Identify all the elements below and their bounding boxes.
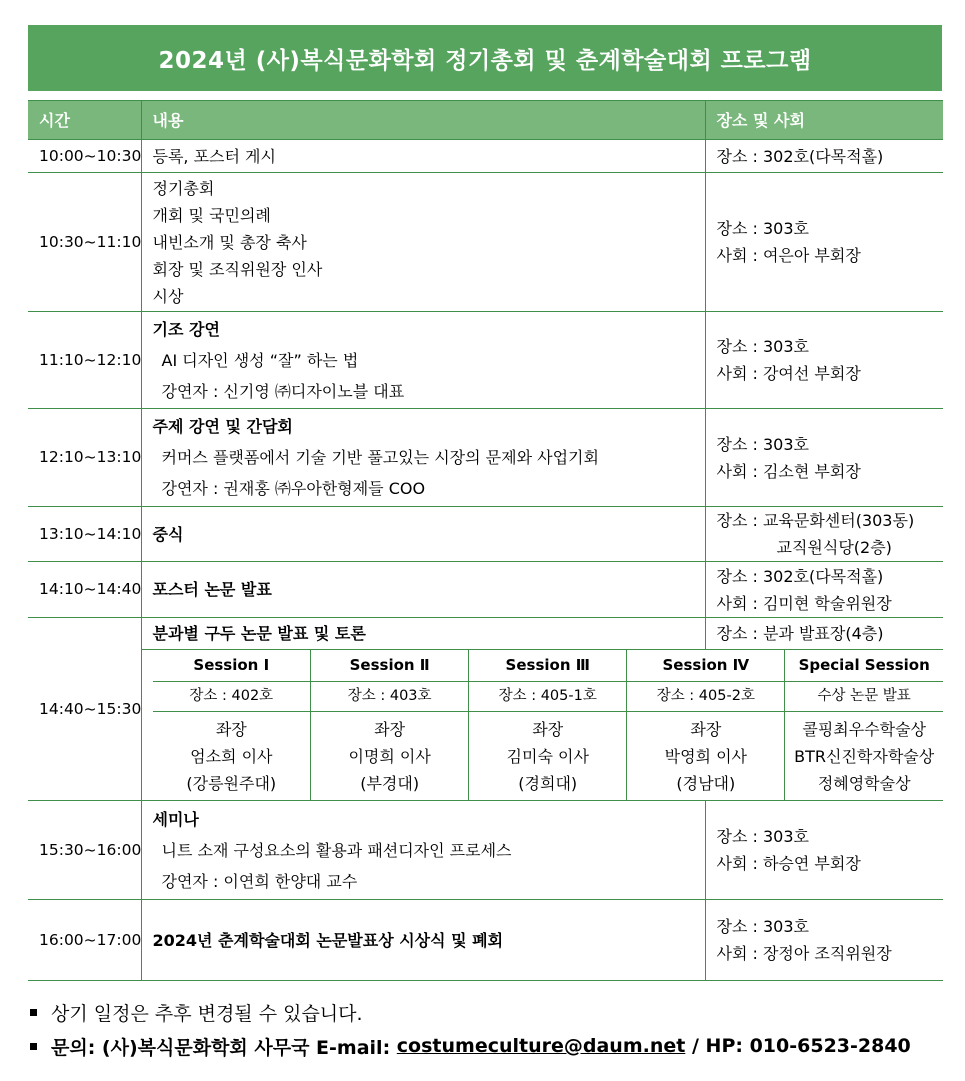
row-content [141,173,705,312]
session-name: Special Session [785,650,943,682]
session-name: Session Ⅳ [627,650,785,682]
chair-name: 엄소희 이사 [190,746,273,766]
chair-name: 박영희 이사 [664,746,748,766]
award-name: 콜핑최우수학술상 [802,719,927,739]
table-row [28,801,943,900]
row-time: 10:30~11:10 [28,173,141,312]
sessions-table [153,650,944,800]
chair-label: 좌장 [215,719,247,739]
host-line: 사회 : 김미현 학술위원장 [716,593,892,613]
table-row [28,507,943,562]
chair-name: 김미숙 이사 [506,746,589,766]
award-name: 정혜영학술상 [817,773,911,793]
row-time: 16:00~17:00 [28,900,141,981]
table-row [28,312,943,409]
chair-label: 좌장 [374,719,406,739]
content-line: 개회 및 국민의례 [152,205,271,225]
row-content: 2024년 춘계학술대회 논문발표상 시상식 및 폐회 [141,900,705,981]
table-row [28,140,943,173]
place-line: 장소 : 303호 [716,917,809,936]
host-line: 사회 : 장정아 조직위원장 [716,944,892,963]
table-row [28,618,943,650]
session-room: 장소 : 402호 [153,682,311,712]
session-name: Session Ⅲ [469,650,627,682]
content-line: 주제 강연 및 간담회 [152,417,293,436]
chair-affiliation: (강릉원주대) [186,773,277,793]
bullet-icon [30,1009,37,1016]
place-line: 장소 : 302호(다목적홀) [716,566,884,586]
chair-name: 이명희 이사 [348,746,431,766]
place-line: 장소 : 교육문화센터(303동) [716,511,915,530]
content-line: 시상 [152,286,184,306]
content-line: 니트 소재 구성요소의 활용과 패션디자인 프로세스 [161,840,512,860]
content-line: 회장 및 조직위원장 인사 [152,259,323,279]
session-room: 장소 : 403호 [311,682,469,712]
row-content [141,409,705,507]
row-place [705,409,943,507]
chair-affiliation: (경남대) [676,773,736,793]
row-content: 포스터 논문 발표 [141,562,705,618]
row-time: 15:30~16:00 [28,801,141,900]
row-time: 11:10~12:10 [28,312,141,409]
content-line: 커머스 플랫폼에서 기술 기반 풀고있는 시장의 문제와 사업기회 [161,448,599,467]
schedule-change-note: 상기 일정은 추후 변경될 수 있습니다. [51,1002,363,1025]
footer-notes [30,995,911,1063]
content-line: 강연자 : 신기영 ㈜디자이노블 대표 [161,381,405,401]
table-row [28,900,943,981]
place-line: 장소 : 303호 [716,219,809,238]
award-name: BTR신진학자학술상 [794,746,935,766]
note-item [30,995,911,1029]
sessions-row [28,650,943,801]
row-place [705,801,943,900]
row-place [705,312,943,409]
page-title: 2024년 (사)복식문화학회 정기총회 및 춘계학술대회 프로그램 [28,25,942,91]
row-time: 14:40~15:30 [28,618,141,801]
chair-label: 좌장 [532,719,564,739]
email-link[interactable]: costumeculture@daum.net [396,1035,686,1057]
table-row [28,409,943,507]
table-row [28,173,943,312]
host-line: 사회 : 여은아 부회장 [716,246,861,265]
inquiry-text: 문의: (사)복식문화학회 사무국 E-mail: [51,1036,391,1059]
row-content: 중식 [141,507,705,562]
place-line: 장소 : 303호 [716,827,809,846]
row-time: 13:10~14:10 [28,507,141,562]
row-place: 장소 : 분과 발표장(4층) [705,618,943,650]
content-line: 강연자 : 권재홍 ㈜우아한형제들 COO [161,479,426,498]
header-time: 시간 [28,101,141,140]
row-content: 등록, 포스터 게시 [141,140,705,173]
phone-number: HP: 010-6523-2840 [705,1035,911,1057]
row-time: 14:10~14:40 [28,562,141,618]
header-place: 장소 및 사회 [705,101,943,140]
sessions-grid [141,650,943,801]
content-line: 세미나 [152,809,199,829]
row-content: 분과별 구두 논문 발표 및 토론 [141,618,705,650]
content-line: 내빈소개 및 총장 축사 [152,232,307,252]
host-line: 사회 : 강여선 부회장 [716,364,861,383]
row-content [141,312,705,409]
table-header [28,101,943,140]
content-line: 기조 강연 [152,319,220,339]
content-line: 정기총회 [152,178,215,198]
row-content [141,801,705,900]
row-place: 장소 : 302호(다목적홀) [705,140,943,173]
row-place [705,900,943,981]
session-chair [627,712,785,801]
place-line: 장소 : 303호 [716,337,809,356]
host-line: 사회 : 하승연 부회장 [716,854,861,873]
session-chair [153,712,311,801]
content-line: 강연자 : 이연희 한양대 교수 [161,871,358,891]
note-item [30,1029,911,1063]
place-line: 장소 : 303호 [716,434,809,454]
table-row [28,562,943,618]
row-place [705,173,943,312]
row-place [705,507,943,562]
separator: / [691,1035,699,1057]
session-room: 장소 : 405-2호 [627,682,785,712]
session-name: Session Ⅰ [153,650,311,682]
bullet-icon [30,1043,37,1050]
special-session-awards [785,712,943,801]
session-name: Session Ⅱ [311,650,469,682]
place-line: 교직원식당(2층) [776,538,892,557]
row-time: 12:10~13:10 [28,409,141,507]
session-room: 수상 논문 발표 [785,682,943,712]
row-place [705,562,943,618]
row-time: 10:00~10:30 [28,140,141,173]
content-line: AI 디자인 생성 “잘” 하는 법 [161,350,359,370]
program-table [28,100,943,981]
session-room: 장소 : 405-1호 [469,682,627,712]
host-line: 사회 : 김소현 부회장 [716,461,861,481]
chair-label: 좌장 [690,719,722,739]
chair-affiliation: (경희대) [518,773,578,793]
session-chair [311,712,469,801]
header-content: 내용 [141,101,705,140]
chair-affiliation: (부경대) [360,773,420,793]
session-chair [469,712,627,801]
